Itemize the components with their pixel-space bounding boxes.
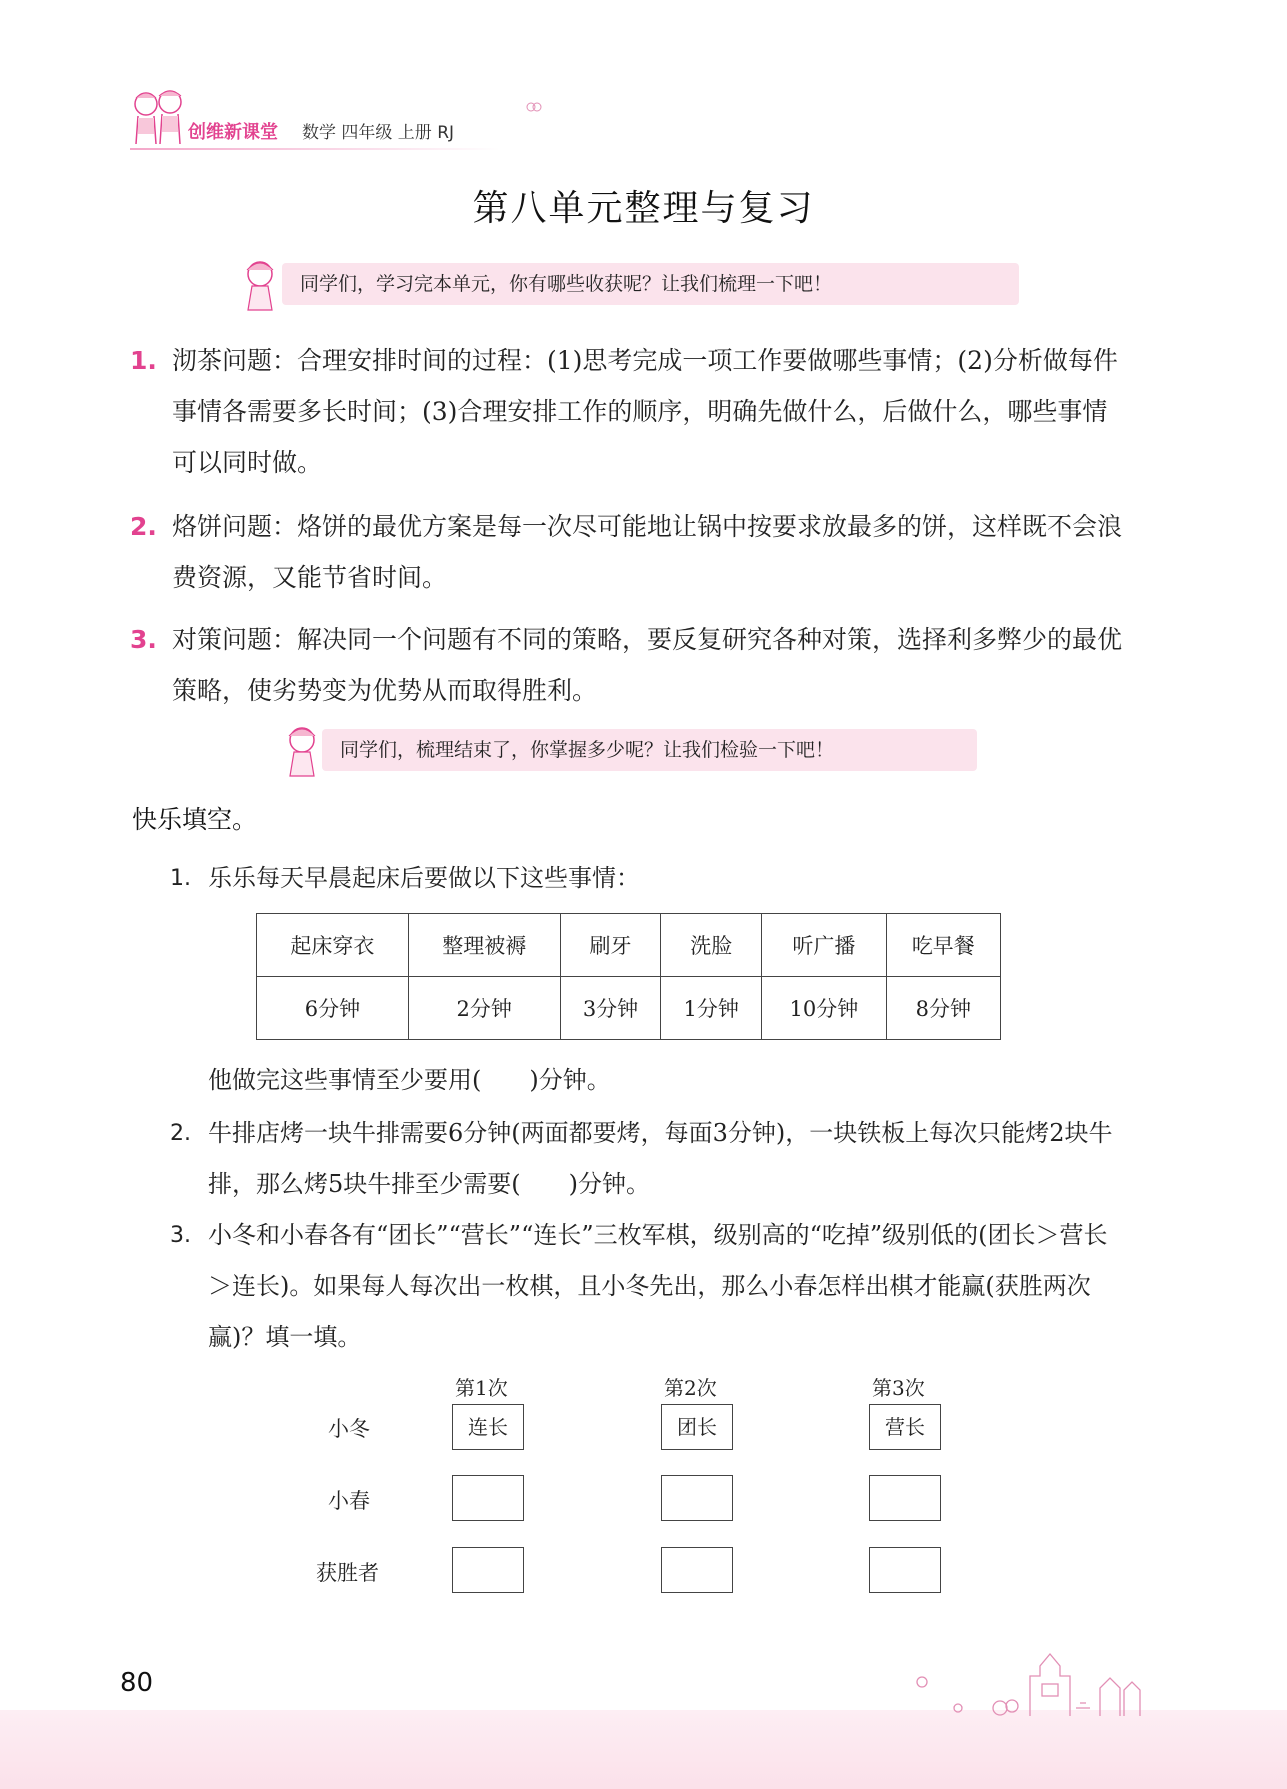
- winner-answer-box[interactable]: [452, 1547, 524, 1593]
- girl-mascot-icon: [280, 722, 324, 780]
- table-header-cell: 洗脸: [661, 914, 762, 977]
- key-point-text: 烙饼问题：烙饼的最优方案是每一次尽可能地让锅中按要求放最多的饼，这样既不会浪费资源，又能节省时间。: [172, 512, 1123, 592]
- key-point-number: 1.: [130, 346, 157, 375]
- column-header: 第2次: [664, 1376, 717, 1400]
- table-header-cell: 吃早餐: [886, 914, 1000, 977]
- table-cell: 8分钟: [886, 977, 1000, 1040]
- table-cell: 3分钟: [560, 977, 661, 1040]
- table-cell: 2分钟: [408, 977, 560, 1040]
- question-number: 2.: [170, 1121, 191, 1146]
- table-row: [257, 914, 1001, 977]
- key-point-2: [130, 501, 1130, 603]
- key-point-text: 沏茶问题：合理安排时间的过程：(1)思考完成一项工作要做哪些事情；(2)分析做每件事情各需要多长时间；(3)合理安排工作的顺序，明确先做什么，后做什么，哪些事情可以同时做。: [172, 346, 1118, 477]
- footer-band: [0, 1710, 1287, 1789]
- row-label: 小春: [328, 1489, 370, 1513]
- flower-icon: [525, 100, 543, 114]
- xiaochun-answer-box[interactable]: [869, 1475, 941, 1521]
- page-title: 第八单元整理与复习: [472, 188, 815, 229]
- table-row: [257, 977, 1001, 1040]
- question-1-followup: 他做完这些事情至少要用( )分钟。: [208, 1066, 611, 1094]
- question-2: [170, 1108, 1130, 1210]
- tasks-table: [256, 913, 1001, 1040]
- xiaochun-answer-box[interactable]: [661, 1475, 733, 1521]
- row-label: 获胜者: [316, 1561, 379, 1585]
- table-cell: 1分钟: [661, 977, 762, 1040]
- xiaochun-answer-box[interactable]: [452, 1475, 524, 1521]
- header-children-illustration: [128, 86, 190, 152]
- winner-answer-box[interactable]: [869, 1547, 941, 1593]
- key-point-text: 对策问题：解决同一个问题有不同的策略，要反复研究各种对策，选择利多弊少的最优策略，使劣势变为优势从而取得胜利。: [172, 625, 1123, 705]
- header-underline: [130, 148, 500, 150]
- intro-bubble: 同学们，学习完本单元，你有哪些收获呢？让我们梳理一下吧！: [282, 263, 1019, 305]
- question-text: 小冬和小春各有“团长”“营长”“连长”三枚军棋，级别高的“吃掉”级别低的(团长＞营长＞连长)。如果每人每次出一枚棋，且小冬先出，那么小春怎样出棋才能赢(获胜两次赢)？填一填。: [208, 1221, 1108, 1351]
- question-number: 3.: [170, 1223, 191, 1248]
- key-point-number: 3.: [130, 625, 157, 654]
- check-bubble: 同学们，梳理结束了，你掌握多少呢？让我们检验一下吧！: [322, 729, 977, 771]
- table-header-cell: 刷牙: [560, 914, 661, 977]
- girl-mascot-icon: [238, 256, 282, 314]
- question-3: [170, 1210, 1130, 1363]
- section-title: 快乐填空。: [132, 805, 258, 834]
- question-text: 牛排店烤一块牛排需要6分钟(两面都要烤，每面3分钟)，一块铁板上每次只能烤2块牛排，那么烤5块牛排至少需要( )分钟。: [208, 1119, 1113, 1198]
- question-number: 1.: [170, 866, 191, 891]
- key-point-1: [130, 335, 1130, 488]
- key-point-3: [130, 614, 1130, 716]
- table-header-cell: 听广播: [762, 914, 887, 977]
- header-subtitle: 数学 四年级 上册 RJ: [302, 123, 455, 143]
- column-header: 第3次: [872, 1376, 925, 1400]
- question-1: [170, 853, 640, 904]
- table-cell: 10分钟: [762, 977, 887, 1040]
- winner-answer-box[interactable]: [661, 1547, 733, 1593]
- page-number: 80: [120, 1668, 154, 1698]
- header-brand: 创维新课堂: [188, 122, 278, 143]
- xiaodong-move-box: 营长: [869, 1404, 941, 1450]
- castle-decoration-icon: [880, 1648, 1160, 1718]
- question-text: 乐乐每天早晨起床后要做以下这些事情：: [208, 864, 640, 892]
- key-point-number: 2.: [130, 512, 157, 541]
- column-header: 第1次: [455, 1376, 508, 1400]
- xiaodong-move-box: 团长: [661, 1404, 733, 1450]
- table-header-cell: 起床穿衣: [257, 914, 409, 977]
- xiaodong-move-box: 连长: [452, 1404, 524, 1450]
- table-header-cell: 整理被褥: [408, 914, 560, 977]
- table-cell: 6分钟: [257, 977, 409, 1040]
- row-label: 小冬: [328, 1417, 370, 1441]
